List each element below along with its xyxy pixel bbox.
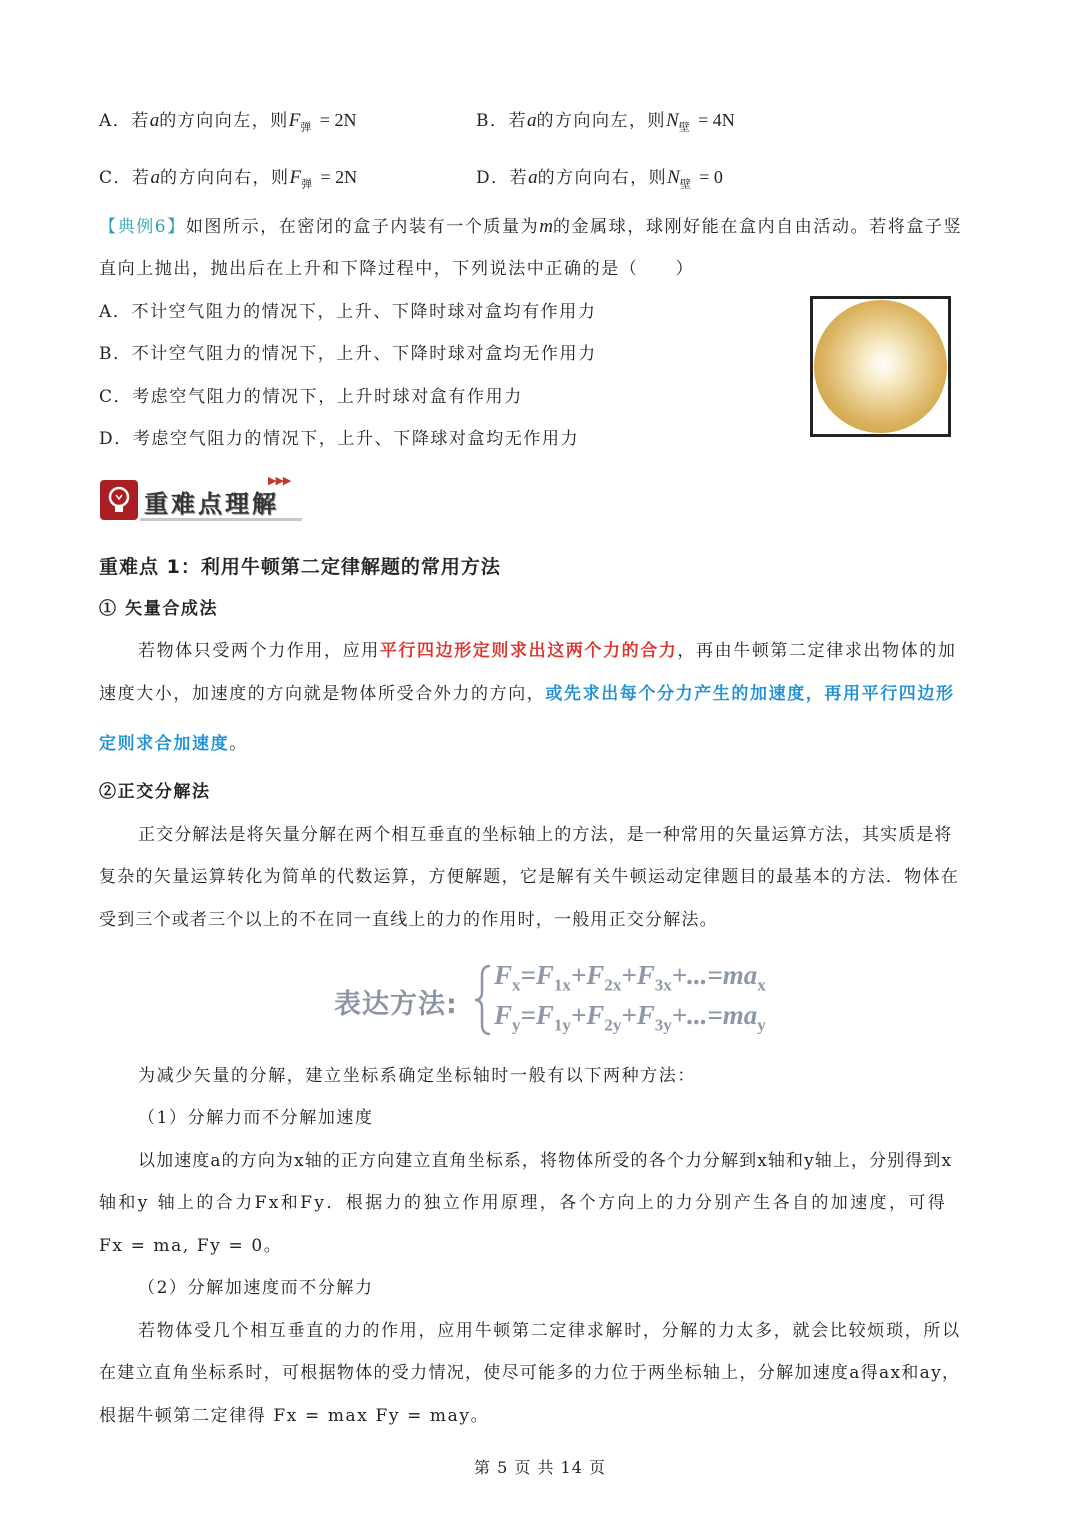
example6-line2: 直向上抛出，抛出后在上升和下降过程中，下列说法中正确的是（ ） xyxy=(99,259,695,279)
metal-ball xyxy=(814,300,947,433)
lightbulb-icon xyxy=(100,480,138,520)
triangle-icons: ▶▶▶ xyxy=(268,474,291,487)
reduce-intro: 为减少矢量的分解，建立坐标系确定坐标轴时一般有以下两种方法： xyxy=(138,1066,696,1086)
formula-label: 表达方法: xyxy=(334,989,458,1020)
formula-y: $F_y=F_{1y}+F_{2y}+F_{3y}+...=ma_y$ xyxy=(494,1000,766,1035)
page-footer: 第 5 页 共 14 页 xyxy=(474,1458,606,1477)
banner-underline xyxy=(140,518,302,521)
case1-line2: 轴和y 轴上的合力Fx和Fy．根据力的独立作用原理，各个方向上的力分别产生各自的加速度，可得 xyxy=(99,1193,948,1213)
case1-title: （1）分解力而不分解加速度 xyxy=(138,1108,374,1128)
example6-option-a: A．不计空气阻力的情况下，上升、下降时球对盒均有作用力 xyxy=(99,302,597,322)
example6-option-c: C．考虑空气阻力的情况下，上升时球对盒有作用力 xyxy=(99,387,523,407)
option-d: D．若a的方向向右，则$N_壁 = 0$ xyxy=(476,167,723,191)
method2-title: ②正交分解法 xyxy=(99,782,211,802)
method1-paragraph-line2: 速度大小，加速度的方向就是物体所受合外力的方向，或先求出每个分力产生的加速度，再用平行四边形 xyxy=(99,684,955,704)
example6-option-b: B．不计空气阻力的情况下，上升、下降时球对盒均无作用力 xyxy=(99,344,597,364)
case2-line1: 若物体受几个相互垂直的力的作用，应用牛顿第二定律求解时，分解的力太多，就会比较烦琐，所以 xyxy=(138,1321,961,1341)
brace-icon xyxy=(472,964,494,1036)
formula-x: $F_x=F_{1x}+F_{2x}+F_{3x}+...=ma_x$ xyxy=(494,960,766,995)
method1-paragraph-line1: 若物体只受两个力作用，应用平行四边形定则求出这两个力的合力，再由牛顿第二定律求出物体的加 xyxy=(138,641,957,661)
case1-line1: 以加速度a的方向为x轴的正方向建立直角坐标系，将物体所受的各个力分解到x轴和y轴上，分别得到x xyxy=(138,1151,953,1171)
option-a: A．若a的方向向左，则$F_弹 = 2N$ xyxy=(99,110,357,134)
section-banner: ▶▶▶ 重难点理解 xyxy=(100,480,305,524)
formula-block xyxy=(334,960,794,1040)
option-c: C．若a的方向向右，则$F_弹 = 2N$ xyxy=(99,167,358,191)
case2-title: （2）分解加速度而不分解力 xyxy=(138,1278,374,1298)
point1-title: 重难点 1：利用牛顿第二定律解题的常用方法 xyxy=(99,556,501,578)
case2-line2: 在建立直角坐标系时，可根据物体的受力情况，使尽可能多的力位于两坐标轴上，分解加速度a得ax和ay， xyxy=(99,1363,961,1383)
method1-title: ① 矢量合成法 xyxy=(99,599,219,619)
method2-line2: 复杂的矢量运算转化为简单的代数运算，方便解题，它是解有关牛顿运动定律题目的最基本的方法．物体在 xyxy=(99,867,960,887)
method2-line1: 正交分解法是将矢量分解在两个相互垂直的坐标轴上的方法，是一种常用的矢量运算方法，其实质是将 xyxy=(138,825,953,845)
method1-paragraph-line3: 定则求合加速度。 xyxy=(99,734,248,754)
example6-tag: 【典例6】 xyxy=(99,217,186,237)
closed-box-figure xyxy=(810,296,951,437)
example6-line1: 【典例6】如图所示，在密闭的盒子内装有一个质量为m的金属球，球刚好能在盒内自由活动。若将盒子竖 xyxy=(99,216,963,237)
case2-line3: 根据牛顿第二定律得 Fx = max Fy = may。 xyxy=(99,1406,490,1426)
method2-line3: 受到三个或者三个以上的不在同一直线上的力的作用时，一般用正交分解法。 xyxy=(99,910,718,930)
example6-option-d: D．考虑空气阻力的情况下，上升、下降球对盒均无作用力 xyxy=(99,429,580,449)
case1-line3: Fx = ma, Fy = 0。 xyxy=(99,1236,283,1256)
option-b: B．若a的方向向左，则$N_壁 = 4N$ xyxy=(476,110,735,134)
